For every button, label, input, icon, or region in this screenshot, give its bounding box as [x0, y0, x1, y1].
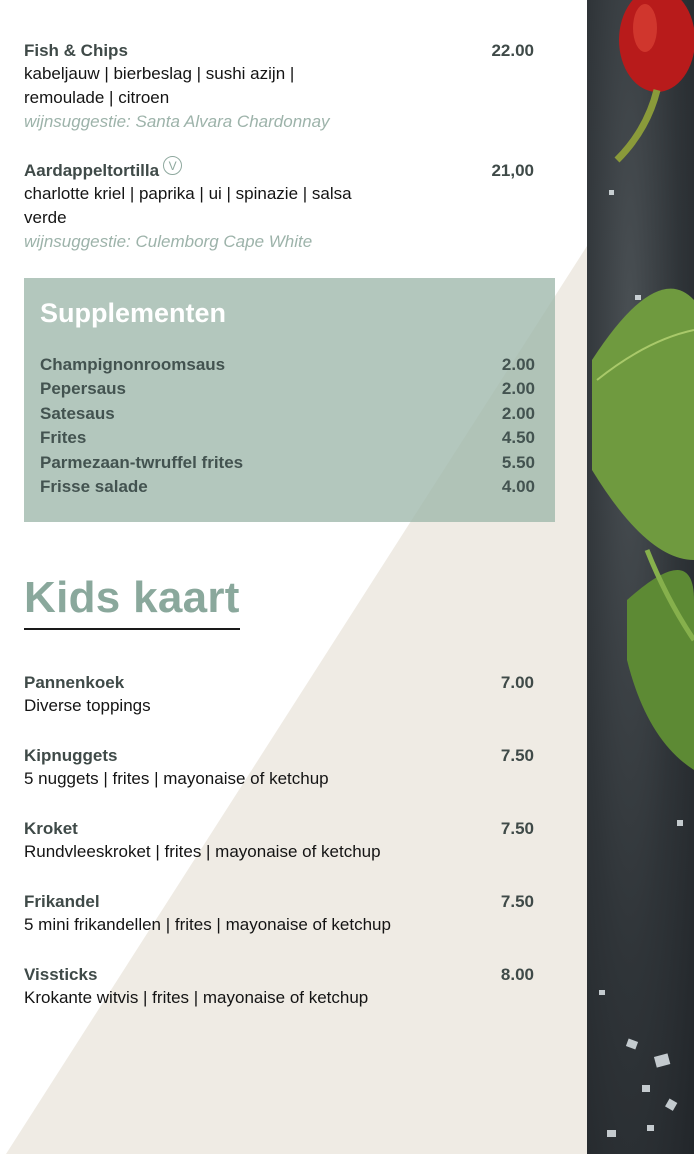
- dish-description: Rundvleeskroket | frites | mayonaise of ketchup: [24, 842, 381, 861]
- kids-item-kipnuggets: [24, 745, 534, 791]
- supplement-item: [40, 453, 535, 477]
- supplement-name: Frites: [40, 428, 87, 448]
- dish-price: 22.00: [491, 41, 534, 60]
- supplement-price: 2.00: [501, 355, 535, 374]
- dish-description: 5 nuggets | frites | mayonaise of ketchup: [24, 769, 329, 788]
- dish-price: 21,00: [491, 161, 534, 180]
- supplement-item: [40, 477, 535, 501]
- supplements-title: Supplementen: [40, 298, 227, 328]
- dish-name: Frikandel: [24, 892, 100, 911]
- supplement-price: 5.50: [501, 452, 535, 472]
- kids-item-kroket: [24, 818, 534, 864]
- supplement-price: 2.00: [501, 379, 535, 399]
- dish-price: 7.50: [500, 892, 534, 911]
- kids-item-vissticks: [24, 964, 534, 1010]
- kids-item-frikandel: [24, 891, 534, 937]
- dish-name: Vissticks: [24, 965, 98, 984]
- dish-name: Pannenkoek: [24, 673, 125, 692]
- dish-description: kabeljauw | bierbeslag | sushi azijn | remoulade | citroen: [24, 64, 295, 107]
- dish-name: Kroket: [24, 819, 78, 838]
- dish-price: 7.50: [500, 819, 534, 838]
- dish-name: Fish & Chips: [24, 41, 128, 60]
- menu-item-aardappeltortilla: [24, 160, 534, 254]
- dish-price: 7.00: [500, 673, 534, 692]
- supplement-price: 4.50: [501, 428, 535, 448]
- wine-suggestion: wijnsuggestie: Culemborg Cape White: [24, 232, 313, 251]
- supplements-list: [40, 355, 535, 501]
- supplement-item: [40, 404, 535, 428]
- supplement-name: Parmezaan-twruffel frites: [40, 452, 244, 472]
- vegetarian-leaf-icon: V: [163, 156, 182, 175]
- menu-item-fish-chips: [24, 40, 534, 134]
- dish-description: Krokante witvis | frites | mayonaise of ketchup: [24, 988, 369, 1007]
- kids-menu-title: Kids kaart: [24, 573, 240, 622]
- supplement-price: 2.00: [501, 403, 535, 423]
- dish-name: Aardappeltortilla: [24, 161, 160, 180]
- dish-description: Diverse toppings: [24, 696, 151, 715]
- supplement-name: Champignonroomsaus: [40, 355, 226, 374]
- dish-name: Kipnuggets: [24, 746, 118, 765]
- supplement-name: Frisse salade: [40, 476, 148, 496]
- dish-description: 5 mini frikandellen | frites | mayonaise of ketchup: [24, 915, 391, 934]
- food-photo: [587, 0, 694, 1154]
- supplement-name: Pepersaus: [40, 379, 126, 399]
- dish-name-row: [24, 160, 534, 182]
- kids-item-pannenkoek: [24, 672, 534, 718]
- dish-price: 8.00: [500, 965, 534, 984]
- supplements-section: [24, 278, 555, 522]
- supplement-item: [40, 355, 535, 379]
- title-underline: [24, 628, 240, 630]
- dish-description: charlotte kriel | paprika | ui | spinazie | salsa verde: [24, 184, 352, 227]
- wine-suggestion: wijnsuggestie: Santa Alvara Chardonnay: [24, 112, 330, 131]
- supplement-name: Satesaus: [40, 403, 115, 423]
- dish-price: 7.50: [500, 746, 534, 765]
- photo-illustration: [587, 0, 694, 1154]
- supplement-item: [40, 379, 535, 403]
- supplement-price: 4.00: [501, 476, 535, 496]
- supplement-item: [40, 428, 535, 452]
